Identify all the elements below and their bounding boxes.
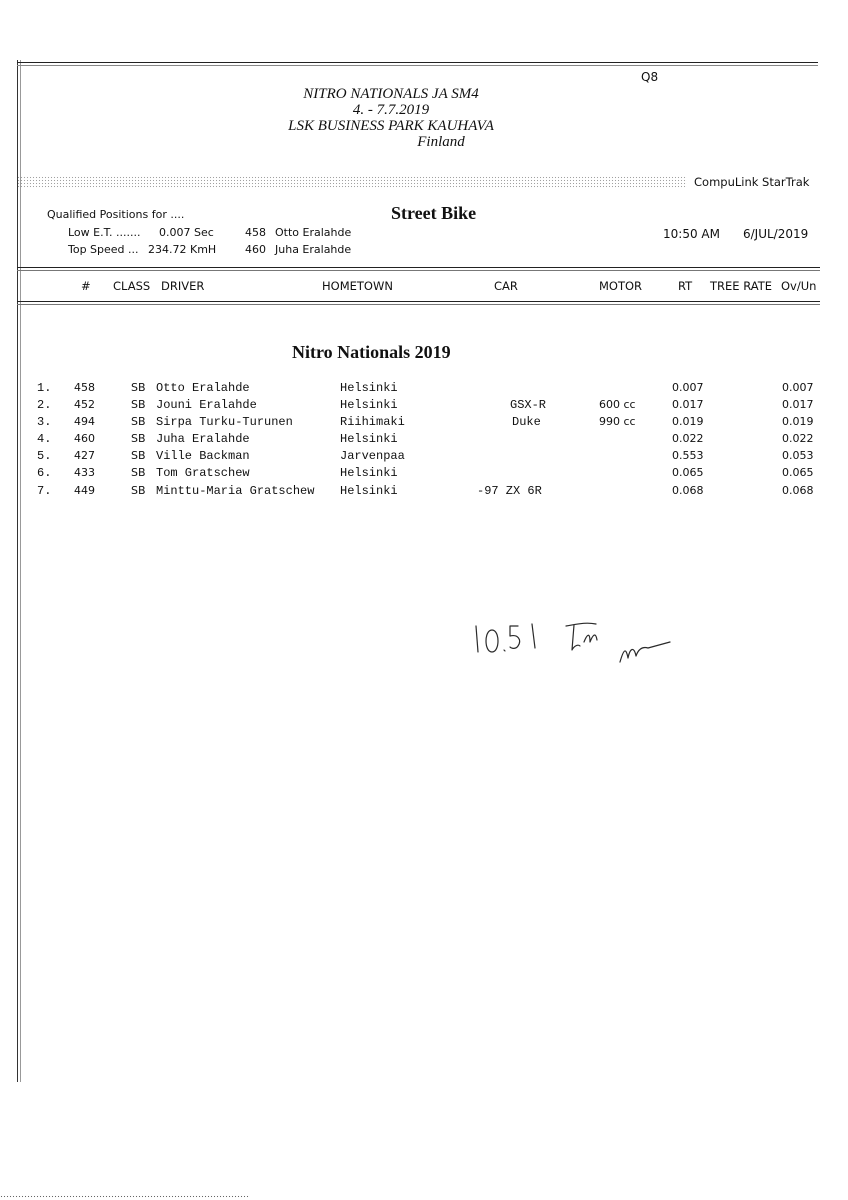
row-hometown: Helsinki — [340, 398, 398, 412]
row-ov-un: 0.065 — [782, 466, 814, 479]
header-top-rule — [17, 267, 820, 268]
table-row — [0, 449, 848, 466]
row-driver: Juha Eralahde — [156, 432, 250, 446]
table-row — [0, 398, 848, 415]
table-row — [0, 484, 848, 501]
row-rt: 0.065 — [672, 466, 704, 479]
row-ov-un: 0.017 — [782, 398, 814, 411]
row-driver: Otto Eralahde — [156, 381, 250, 395]
page-frame-left-line — [17, 60, 18, 1082]
row-position: 2. — [37, 398, 52, 412]
page-code: Q8 — [641, 70, 659, 84]
row-ov-un: 0.053 — [782, 449, 814, 462]
top-rule — [17, 62, 818, 63]
col-header-rt: RT — [678, 279, 693, 293]
row-position: 6. — [37, 466, 52, 480]
row-driver: Minttu-Maria Gratschew — [156, 484, 315, 498]
page-frame-left-line-inner — [20, 60, 21, 1082]
class-title: Street Bike — [391, 203, 477, 223]
row-number: 433 — [74, 466, 95, 479]
row-rt: 0.068 — [672, 484, 704, 497]
row-ov-un: 0.068 — [782, 484, 814, 497]
row-number: 460 — [74, 432, 95, 445]
row-rt: 0.007 — [672, 381, 704, 394]
row-hometown: Helsinki — [340, 466, 398, 480]
row-hometown: Helsinki — [340, 484, 398, 498]
header-bottom-rule-inner — [17, 304, 820, 305]
table-row — [0, 415, 848, 432]
event-name: NITRO NATIONALS JA SM4 — [303, 86, 479, 102]
low-et-label: Low E.T. ....... — [68, 226, 141, 239]
row-rt: 0.019 — [672, 415, 704, 428]
row-number: 494 — [74, 415, 95, 428]
row-class: SB — [131, 415, 146, 428]
row-driver: Ville Backman — [156, 449, 250, 463]
row-hometown: Jarvenpaa — [340, 449, 405, 463]
row-number: 458 — [74, 381, 95, 394]
col-header-class: CLASS — [113, 279, 151, 293]
col-header-ov-un: Ov/Un — [781, 279, 817, 293]
row-number: 452 — [74, 398, 95, 411]
row-driver: Tom Gratschew — [156, 466, 250, 480]
row-car: -97 ZX 6R — [477, 484, 542, 498]
row-hometown: Helsinki — [340, 381, 398, 395]
row-position: 5. — [37, 449, 52, 463]
event-dates: 4. - 7.7.2019 — [352, 102, 430, 118]
row-car: GSX-R — [510, 398, 547, 412]
col-header-car: CAR — [494, 279, 518, 293]
row-class: SB — [131, 398, 146, 411]
row-class: SB — [131, 432, 146, 445]
col-header-num: # — [81, 279, 91, 293]
row-rt: 0.553 — [672, 449, 704, 462]
top-speed-value: 234.72 KmH — [148, 243, 217, 256]
col-header-motor: MOTOR — [599, 279, 643, 293]
row-class: SB — [131, 484, 146, 497]
report-time: 10:50 AM — [663, 227, 720, 241]
row-ov-un: 0.022 — [782, 432, 814, 445]
low-et-value: 0.007 Sec — [159, 226, 214, 239]
header-bottom-rule — [17, 301, 820, 302]
section-title: Nitro Nationals 2019 — [292, 342, 451, 362]
row-position: 1. — [37, 381, 52, 395]
col-header-tree-rate: TREE RATE — [710, 279, 772, 293]
system-name: CompuLink StarTrak — [694, 175, 810, 189]
top-speed-number: 460 — [245, 243, 266, 256]
row-motor: 990 cc — [599, 415, 636, 428]
col-header-driver: DRIVER — [161, 279, 205, 293]
bottom-edge-dots — [0, 1195, 250, 1198]
row-class: SB — [131, 449, 146, 462]
low-et-number: 458 — [245, 226, 266, 239]
col-header-hometown: HOMETOWN — [322, 279, 393, 293]
row-hometown: Helsinki — [340, 432, 398, 446]
table-row — [0, 381, 848, 398]
top-speed-driver: Juha Eralahde — [275, 243, 352, 256]
event-venue: LSK BUSINESS PARK KAUHAVA — [288, 118, 494, 134]
row-number: 449 — [74, 484, 95, 497]
row-driver: Jouni Eralahde — [156, 398, 257, 412]
row-motor: 600 cc — [599, 398, 636, 411]
row-class: SB — [131, 381, 146, 394]
low-et-driver: Otto Eralahde — [275, 226, 352, 239]
row-car: Duke — [512, 415, 541, 429]
row-rt: 0.022 — [672, 432, 704, 445]
top-rule-inner — [17, 65, 818, 66]
row-hometown: Riihimaki — [340, 415, 405, 429]
row-driver: Sirpa Turku-Turunen — [156, 415, 293, 429]
qualified-label: Qualified Positions for .... — [47, 208, 185, 221]
dotted-separator-band — [17, 176, 687, 188]
table-row — [0, 432, 848, 449]
header-top-rule-inner — [17, 270, 820, 271]
event-country: Finland — [417, 134, 465, 150]
row-position: 7. — [37, 484, 52, 498]
row-position: 3. — [37, 415, 52, 429]
top-speed-label: Top Speed ... — [68, 243, 139, 256]
row-rt: 0.017 — [672, 398, 704, 411]
row-class: SB — [131, 466, 146, 479]
row-number: 427 — [74, 449, 95, 462]
report-date: 6/JUL/2019 — [743, 227, 809, 241]
table-row — [0, 466, 848, 483]
row-ov-un: 0.019 — [782, 415, 814, 428]
handwritten-note-signature — [470, 612, 690, 672]
row-position: 4. — [37, 432, 52, 446]
row-ov-un: 0.007 — [782, 381, 814, 394]
